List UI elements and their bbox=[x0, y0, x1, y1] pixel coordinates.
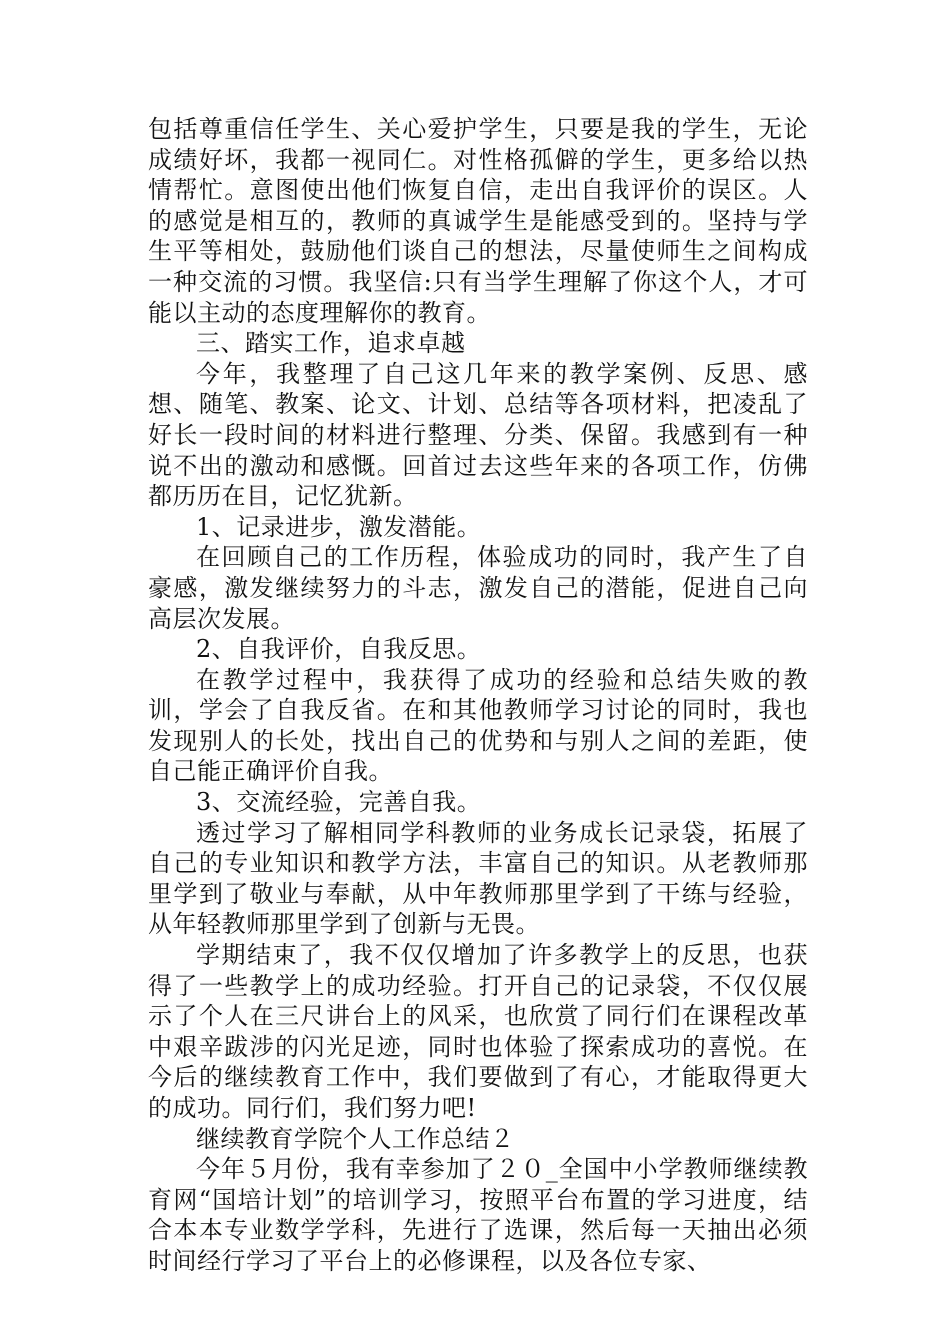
paragraph-body-7: 今年５月份，我有幸参加了２０_全国中小学教师继续教育网“国培计划”的培训学习，按照平台布置的学习进度，结合本本专业数学学科，先进行了选课，然后每一天抽出必须时间经行学习了平台上的必修课程，以及各位专家、 bbox=[148, 1155, 808, 1275]
document-title-2: 继续教育学院个人工作总结２ bbox=[196, 1124, 515, 1153]
subheading-3: 3、交流经验，完善自我。 bbox=[196, 788, 482, 817]
paragraph-body-4: 在教学过程中，我获得了成功的经验和总结失败的教训，学会了自我反省。在和其他教师学习讨论的同时，我也发现别人的长处，找出自己的优势和与别人之间的差距，使自己能正确评价自我。 bbox=[148, 665, 808, 786]
paragraph-body-2: 今年，我整理了自己这几年来的教学案例、反思、感想、随笔、教案、论文、计划、总结等各项材料，把凌乱了好长一段时间的材料进行整理、分类、保留。我感到有一种说不出的激动和感慨。回首过去这些年来的各项工作，仿佛都历历在目，记忆犹新。 bbox=[148, 359, 808, 511]
paragraph-body-3: 在回顾自己的工作历程，体验成功的同时，我产生了自豪感，激发继续努力的斗志，激发自己的潜能，促进自己向高层次发展。 bbox=[148, 543, 808, 633]
paragraph-body-5: 透过学习了解相同学科教师的业务成长记录袋，拓展了自己的专业知识和教学方法，丰富自己的知识。从老教师那里学到了敬业与奉献，从中年教师那里学到了干练与经验，从年轻教师那里学到了创新与无畏。 bbox=[148, 818, 808, 939]
paragraph-body-6: 学期结束了，我不仅仅增加了许多教学上的反思，也获得了一些教学上的成功经验。打开自己的记录袋，不仅仅展示了个人在三尺讲台上的风采，也欣赏了同行们在课程改革中艰辛跋涉的闪光足迹，同时也体验了探索成功的喜悦。在今后的继续教育工作中，我们要做到了有心，才能取得更大的成功。同行们，我们努力吧! bbox=[148, 941, 808, 1122]
subheading-1: 1、记录进步，激发潜能。 bbox=[196, 512, 482, 541]
paragraph-body-1: 包括尊重信任学生、关心爱护学生，只要是我的学生，无论成绩好坏，我都一视同仁。对性格孤僻的学生，更多给以热情帮忙。意图使出他们恢复自信，走出自我评价的误区。人的感觉是相互的，教师的真诚学生是能感受到的。坚持与学生平等相处，鼓励他们谈自己的想法，尽量使师生之间构成一种交流的习惯。我坚信:只有当学生理解了你这个人，才可能以主动的态度理解你的教育。 bbox=[148, 115, 808, 327]
document-page bbox=[148, 114, 808, 1277]
subheading-2: 2、自我评价，自我反思。 bbox=[196, 635, 482, 664]
section-heading-3: 三、踏实工作，追求卓越 bbox=[196, 329, 466, 358]
